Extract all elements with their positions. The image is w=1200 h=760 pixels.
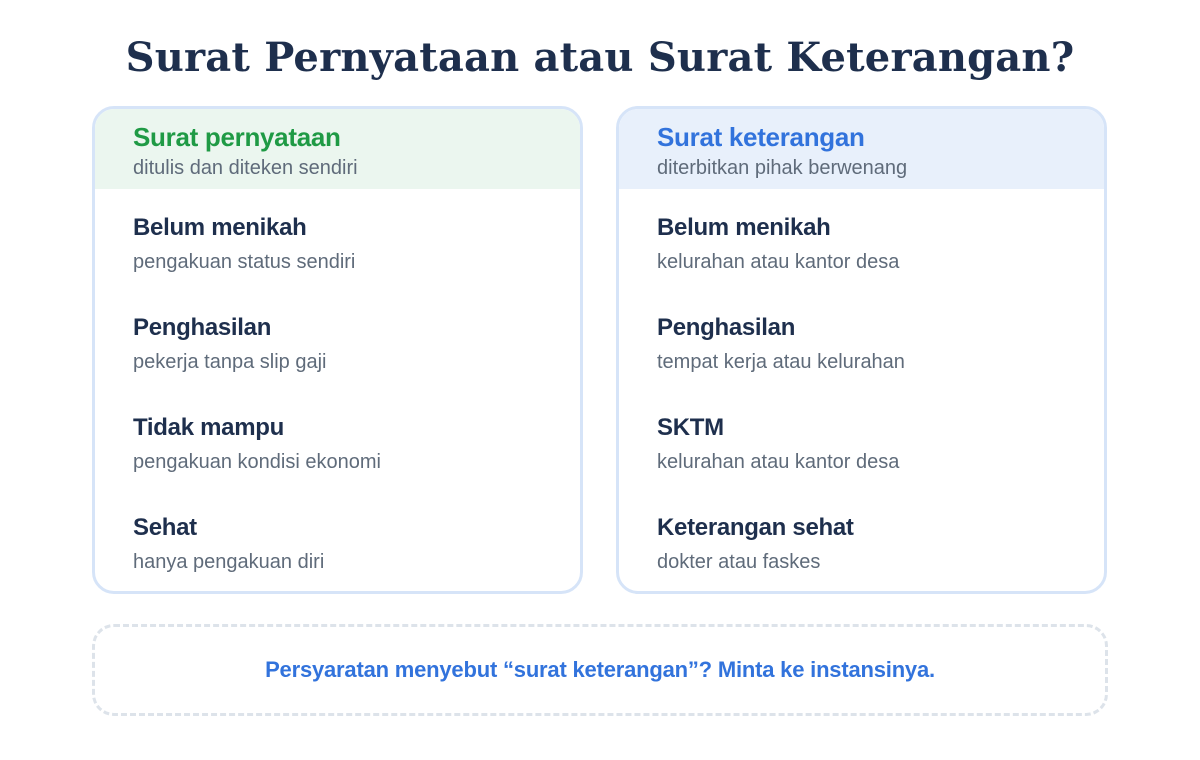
list-item [133, 489, 580, 589]
item-label: Belum menikah [657, 214, 831, 241]
surat-keterangan-list [619, 189, 1104, 589]
list-item [657, 289, 1104, 389]
item-label: Tidak mampu [133, 414, 284, 441]
item-description: hanya pengakuan diri [133, 551, 325, 573]
list-item [657, 189, 1104, 289]
surat-keterangan-card [616, 106, 1107, 594]
note-text: Persyaratan menyebut “surat keterangan”? Minta ke instansinya. [265, 657, 935, 682]
surat-keterangan-header [619, 109, 1104, 189]
item-description: tempat kerja atau kelurahan [657, 351, 905, 373]
item-label: Penghasilan [657, 314, 796, 341]
item-description: pekerja tanpa slip gaji [133, 351, 327, 373]
item-label: Belum menikah [133, 214, 307, 241]
item-description: kelurahan atau kantor desa [657, 251, 900, 273]
surat-keterangan-subtitle: diterbitkan pihak berwenang [657, 157, 908, 179]
item-description: dokter atau faskes [657, 551, 821, 573]
item-description: kelurahan atau kantor desa [657, 451, 900, 473]
surat-pernyataan-header [95, 109, 580, 189]
surat-pernyataan-title: Surat pernyataan [133, 122, 341, 152]
surat-pernyataan-card [92, 106, 583, 594]
list-item [657, 489, 1104, 589]
item-description: pengakuan kondisi ekonomi [133, 451, 381, 473]
list-item [133, 389, 580, 489]
surat-pernyataan-list [95, 189, 580, 589]
list-item [133, 289, 580, 389]
surat-pernyataan-subtitle: ditulis dan diteken sendiri [133, 157, 358, 179]
item-label: Sehat [133, 514, 197, 541]
list-item [657, 389, 1104, 489]
item-label: Penghasilan [133, 314, 272, 341]
item-label: Keterangan sehat [657, 514, 854, 541]
list-item [133, 189, 580, 289]
surat-keterangan-title: Surat keterangan [657, 122, 865, 152]
note-box [92, 624, 1108, 716]
item-label: SKTM [657, 414, 724, 441]
page-title: Surat Pernyataan atau Surat Keterangan? [125, 34, 1075, 81]
item-description: pengakuan status sendiri [133, 251, 356, 273]
